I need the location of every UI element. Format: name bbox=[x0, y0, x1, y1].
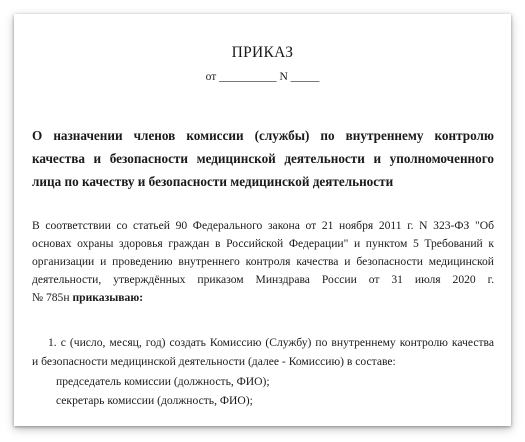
composition-secretary: секретарь комиссии (должность, ФИО); bbox=[56, 394, 253, 407]
heading-line: О назначении членов комиссии (службы) по внутреннему контролю bbox=[32, 128, 494, 143]
date-number-line bbox=[14, 70, 511, 84]
number-label: N bbox=[279, 71, 288, 83]
date-blank: __________ bbox=[219, 71, 277, 83]
preamble-line: В соответствии со статьей 90 Федерального закона от 21 ноября 2011 г. N 323-ФЗ "Об bbox=[32, 219, 494, 232]
preamble-last-line bbox=[32, 291, 494, 305]
document-title: ПРИКАЗ bbox=[231, 44, 294, 61]
item-1-line: и безопасности медицинской деятельности (далее - Комиссию) в составе: bbox=[32, 355, 396, 368]
preamble-line: деятельности, утверждённых приказом Минздрава России от 31 июля 2020 г. bbox=[32, 273, 494, 286]
preamble-line: основах охраны здоровья граждан в Российской Федерации" и пунктом 5 Требований к bbox=[32, 237, 494, 250]
composition-chairman: председатель комиссии (должность, ФИО); bbox=[56, 375, 270, 388]
heading-line: лица по качеству и безопасности медицинской деятельности bbox=[32, 174, 394, 189]
number-blank: _____ bbox=[290, 71, 320, 83]
item-1-line: 1. с (число, месяц, год) создать Комиссию (Службу) по внутреннему контролю качества bbox=[48, 336, 494, 349]
preamble-line: организации и проведению внутреннего контроля качества и безопасности медицинской bbox=[32, 255, 494, 268]
from-label: от bbox=[205, 71, 217, 83]
document-page bbox=[14, 14, 511, 426]
order-word: приказываю: bbox=[72, 291, 144, 304]
order-number: № 785н bbox=[32, 291, 70, 304]
heading-line: качества и безопасности медицинской деятельности и уполномоченного bbox=[32, 151, 494, 166]
